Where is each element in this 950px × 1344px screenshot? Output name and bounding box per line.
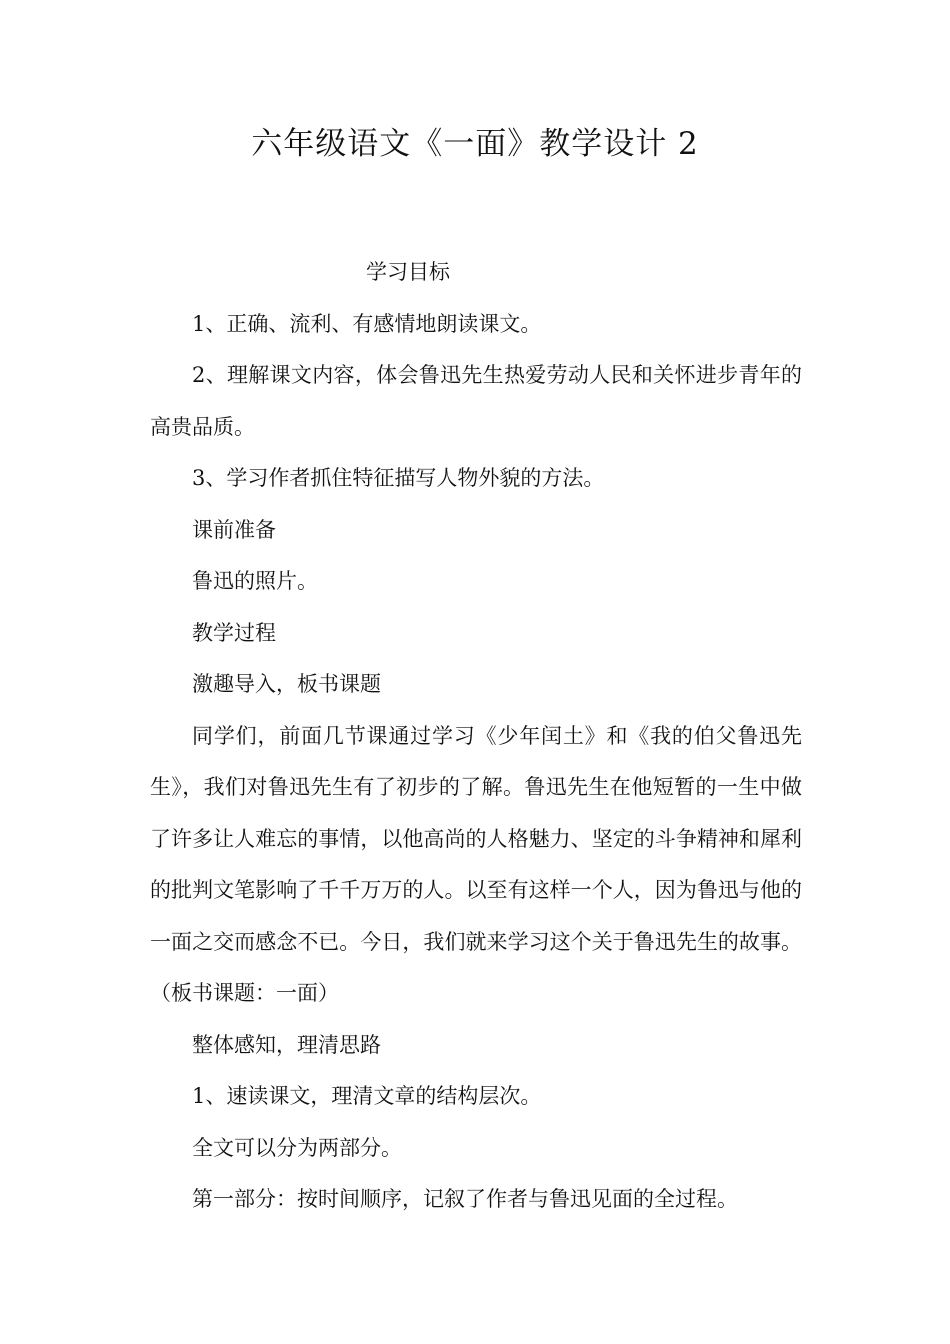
preparation-text: 鲁迅的照片。 <box>192 569 318 593</box>
part-one-text: 第一部分：按时间顺序，记叙了作者与鲁迅见面的全过程。 <box>192 1187 738 1211</box>
section-heading-preparation: 课前准备 <box>192 517 276 542</box>
overview-step-1: 1、速读课文，理清文章的结构层次。 <box>192 1084 542 1108</box>
goal-item-3: 3、学习作者抓住特征描写人物外貌的方法。 <box>192 466 605 490</box>
subheading-overview: 整体感知，理清思路 <box>192 1032 381 1057</box>
subheading-introduction: 激趣导入，板书课题 <box>192 672 381 696</box>
introduction-paragraph: 同学们，前面几节课通过学习《少年闰土》和《我的伯父鲁迅先生》，我们对鲁迅先生有了初步的了解。鲁迅先生在他短暂的一生中做了许多让人难忘的事情，以他高尚的人格魅力、坚定的斗争精神和犀利的批判文笔影响了千千万万的人。以至有这样一个人，因为鲁迅与他的一面之交而感念不已。今日，我们就来学习这个关于鲁迅先生的故事。（板书课题：一面） <box>150 723 802 1005</box>
section-heading-learning-goals: 学习目标 <box>366 260 450 284</box>
goal-item-2: 2、理解课文内容，体会鲁迅先生热爱劳动人民和关怀进步青年的高贵品质。 <box>150 363 802 439</box>
overview-text: 全文可以分为两部分。 <box>192 1135 402 1160</box>
document-body <box>150 247 802 1226</box>
document-title: 六年级语文《一面》教学设计 2 <box>251 126 699 162</box>
goal-item-1: 1、正确、流利、有感情地朗读课文。 <box>192 311 542 336</box>
section-heading-process: 教学过程 <box>192 620 276 645</box>
